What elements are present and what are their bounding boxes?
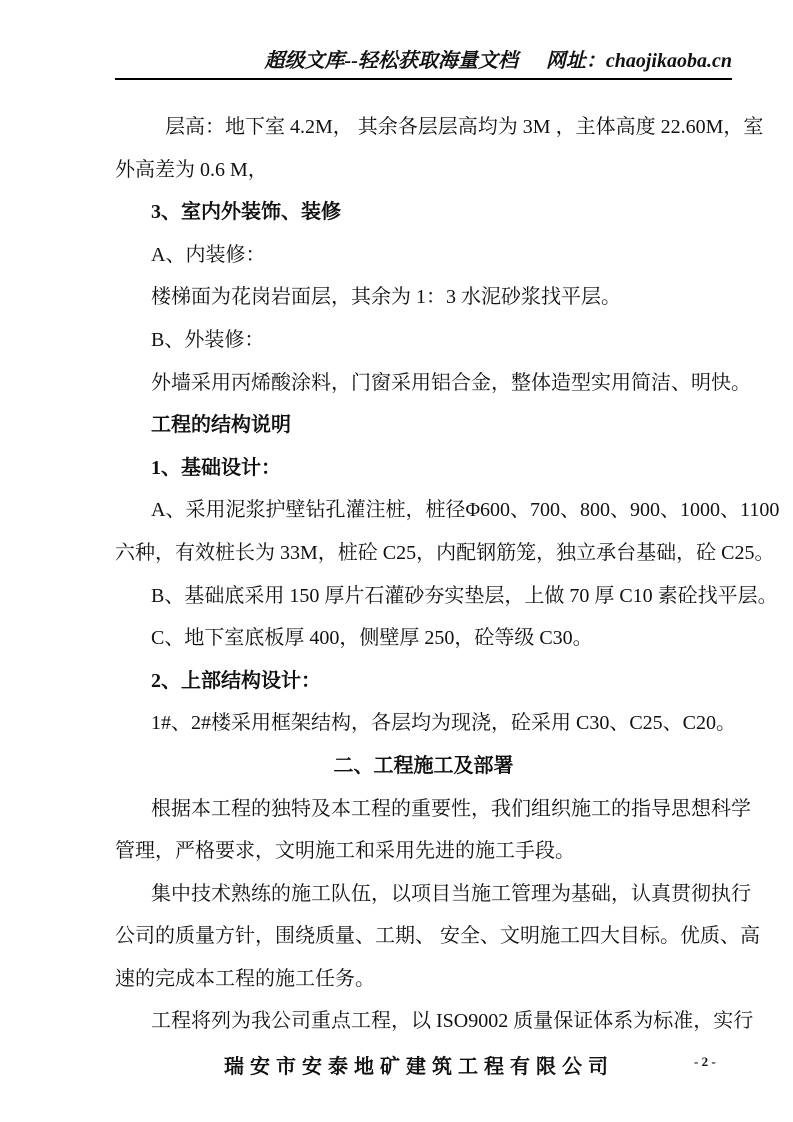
paragraph-line: 1#、2#楼采用框架结构，各层均为现浇，砼采用 C30、C25、C20。 <box>151 712 737 735</box>
document-body <box>115 106 780 1043</box>
page-header <box>115 44 732 80</box>
item-interior-decoration-label: A、内装修： <box>151 243 266 266</box>
paragraph-line: A、采用泥浆护壁钻孔灌注桩，桩径Φ600、700、800、900、1000、1100 <box>151 499 780 522</box>
heading-interior-exterior-decoration: 3、室内外装饰、装修 <box>151 201 341 224</box>
paragraph-line: 工程将列为我公司重点工程，以 ISO9002 质量保证体系为标准，实行 <box>151 1010 754 1033</box>
heading-foundation-design: 1、基础设计： <box>151 456 281 479</box>
paragraph-line: C、地下室底板厚 400，侧壁厚 250，砼等级 C30。 <box>151 627 593 650</box>
paragraph-line: 层高：地下室 4.2M， 其余各层层高均为 3M ，主体高度 22.60M，室 <box>165 116 764 138</box>
heading-superstructure-design: 2、上部结构设计： <box>151 669 321 692</box>
header-site-url: 网址：chaojikaoba.cn <box>545 50 732 72</box>
heading-section-construction-deployment: 二、工程施工及部署 <box>333 754 514 777</box>
paragraph-line: 楼梯面为花岗岩面层，其余为 1：3 水泥砂浆找平层。 <box>151 286 621 309</box>
paragraph-line: 六种，有效桩长为 33M，桩砼 C25，内配钢筋笼，独立承台基础，砼 C25。 <box>115 541 775 564</box>
header-site-name: 超级文库--轻松获取海量文档 <box>264 50 518 72</box>
paragraph-line: 速的完成本工程的施工任务。 <box>115 967 375 990</box>
paragraph-line: 集中技术熟练的施工队伍，以项目当施工管理为基础，认真贯彻执行 <box>151 882 751 905</box>
item-exterior-decoration-label: B、外装修： <box>151 328 265 351</box>
footer-company-name: 瑞安市安泰地矿建筑工程有限公司 <box>224 1056 614 1078</box>
paragraph-line: 公司的质量方针，围绕质量、工期、 安全、文明施工四大目标。优质、高 <box>115 925 760 948</box>
footer-page-number: - 2 - <box>694 1054 716 1069</box>
heading-structure-description: 工程的结构说明 <box>151 414 291 437</box>
paragraph-line: 根据本工程的独特及本工程的重要性，我们组织施工的指导思想科学 <box>151 797 751 820</box>
paragraph-line: 外墙采用丙烯酸涂料，门窗采用铝合金，整体造型实用简洁、明快。 <box>151 371 751 394</box>
paragraph-line: 管理，严格要求，文明施工和采用先进的施工手段。 <box>115 840 575 863</box>
paragraph-line: 外高差为 0.6 M， <box>115 158 268 181</box>
paragraph-line: B、基础底采用 150 厚片石灌砂夯实垫层，上做 70 厚 C10 素砼找平层。 <box>151 584 778 607</box>
